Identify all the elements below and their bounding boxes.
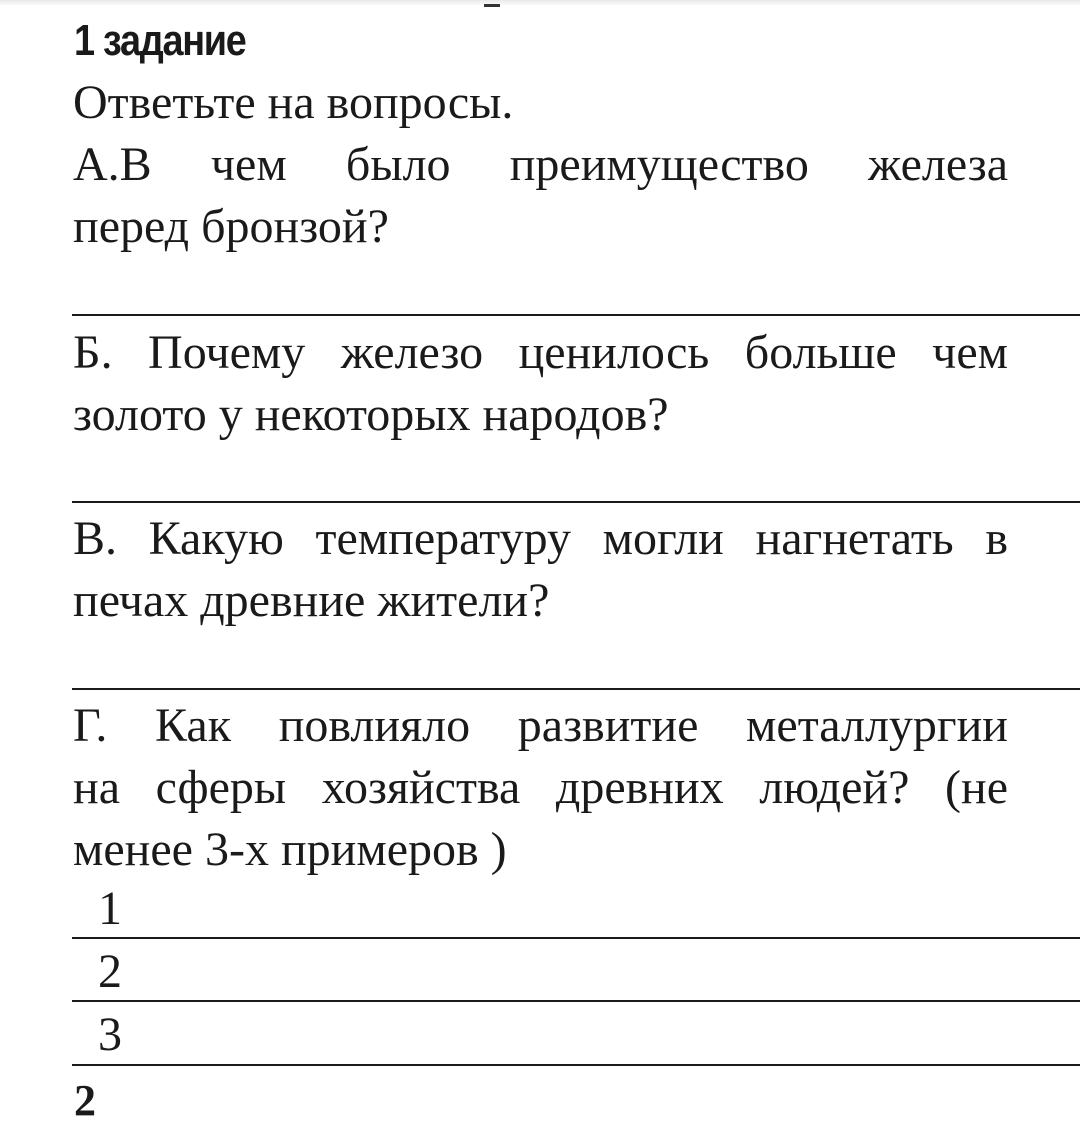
top-edge-mark (484, 4, 500, 7)
question-v-line-2: печах древние жители? (73, 574, 550, 627)
next-task-title-fragment: 2 (74, 1076, 96, 1125)
answer-line-2[interactable] (72, 1000, 1080, 1002)
question-g-line-2: на сферы хозяйства древних людей? (не (73, 761, 1008, 814)
instruction-text: Ответьте на вопросы. (73, 76, 514, 129)
answer-number-3: 3 (98, 1008, 122, 1061)
question-b-line-1: Б. Почему железо ценилось больше чем (73, 326, 1008, 379)
question-b-line-2: золото у некоторых народов? (73, 388, 669, 441)
question-v-line-1: В. Какую температуру могли нагнетать в (73, 512, 1008, 565)
question-a-line-1: А.В чем было преимущество железа (73, 138, 1008, 191)
question-g-line-3: менее 3-х примеров ) (73, 823, 507, 876)
answer-line-v[interactable] (72, 688, 1080, 690)
question-g-line-1: Г. Как повлияло развитие металлургии (73, 699, 1008, 752)
task-title: 1 задание (74, 16, 246, 65)
answer-number-1: 1 (98, 882, 122, 935)
answer-line-a[interactable] (72, 314, 1080, 316)
answer-line-3[interactable] (72, 1064, 1080, 1066)
answer-number-2: 2 (98, 945, 122, 998)
answer-line-b[interactable] (72, 501, 1080, 503)
answer-line-1[interactable] (72, 937, 1080, 939)
question-a-line-2: перед бронзой? (73, 200, 389, 253)
top-edge-shadow (0, 0, 1080, 6)
